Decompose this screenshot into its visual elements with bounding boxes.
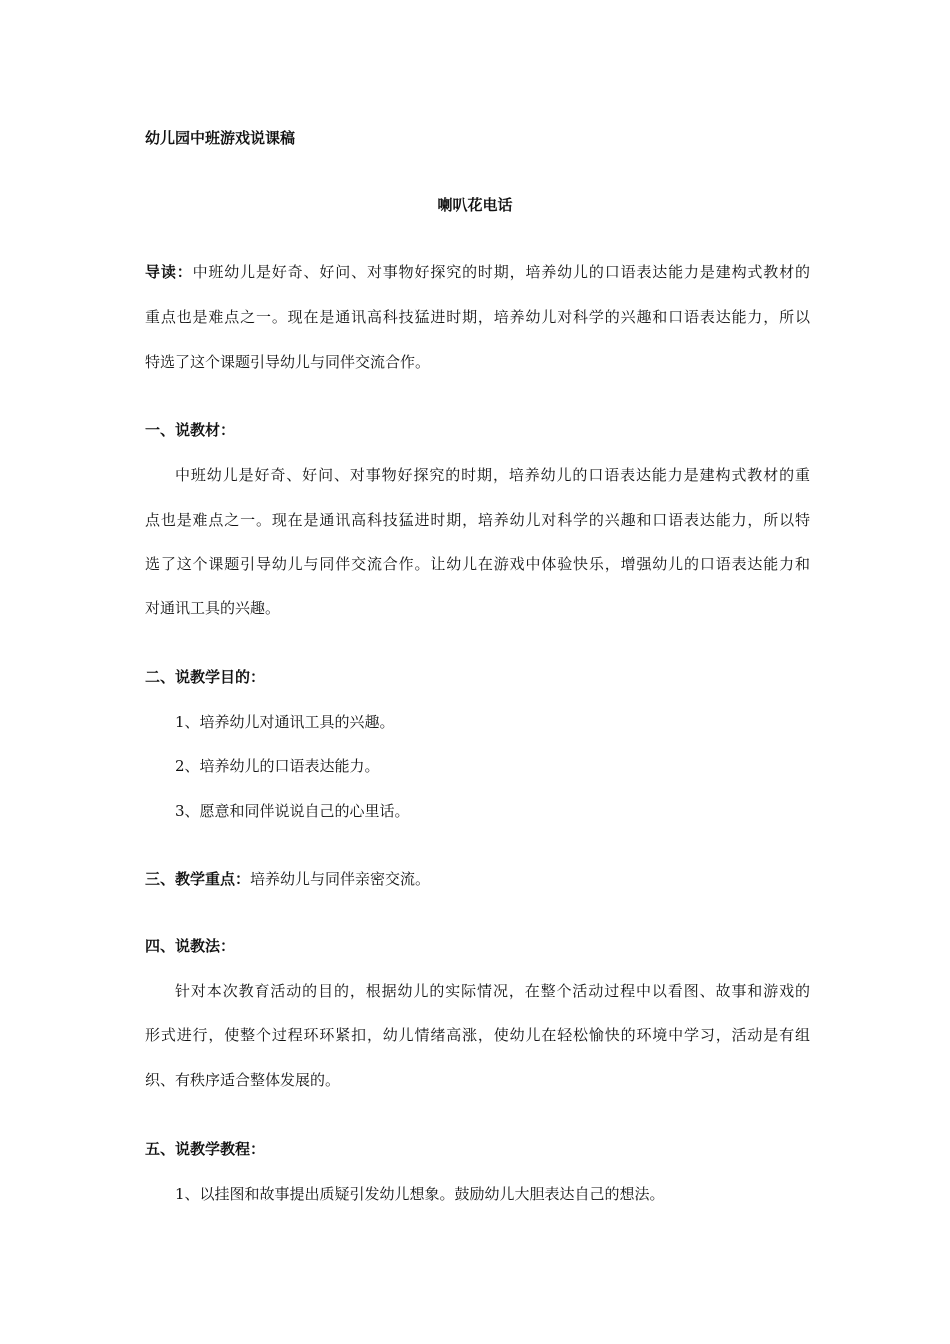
intro-label: 导读： (145, 263, 193, 281)
intro-text-1: 中班幼儿是好奇、好问、对事物好探究的时期，培养幼儿的口语表达能力是建构式教材的 (192, 263, 810, 281)
intro-line-3: 特选了这个课题引导幼儿与同伴交流合作。 (145, 353, 431, 371)
section4-heading: 四、说教法： (145, 937, 236, 955)
section5-item-1: 1、以挂图和故事提出质疑引发幼儿想象。鼓励幼儿大胆表达自己的想法。 (175, 1185, 665, 1203)
section4-line-1: 针对本次教育活动的目的，根据幼儿的实际情况，在整个活动过程中以看图、故事和游戏的 (175, 982, 810, 1000)
section5-heading: 五、说教学教程： (145, 1140, 266, 1158)
section3-line (145, 869, 810, 889)
section2-heading: 二、说教学目的： (145, 668, 266, 686)
document-header-title: 幼儿园中班游戏说课稿 (145, 129, 296, 147)
section2-item-2: 2、培养幼儿的口语表达能力。 (175, 757, 380, 775)
section2-item-1: 1、培养幼儿对通讯工具的兴趣。 (175, 713, 395, 731)
section3-text: 培养幼儿与同伴亲密交流。 (250, 870, 431, 888)
document-main-title: 喇叭花电话 (437, 196, 513, 214)
intro-line-2: 重点也是难点之一。现在是通讯高科技猛进时期，培养幼儿对科学的兴趣和口语表达能力，所以 (145, 308, 810, 326)
section1-line-3: 选了这个课题引导幼儿与同伴交流合作。让幼儿在游戏中体验快乐，增强幼儿的口语表达能力和 (145, 555, 810, 573)
section1-line-4: 对通讯工具的兴趣。 (145, 599, 281, 617)
section2-item-3: 3、愿意和同伴说说自己的心里话。 (175, 802, 410, 820)
intro-line-1 (145, 262, 810, 282)
section3-heading: 三、教学重点： (145, 870, 251, 888)
section4-line-3: 织、有秩序适合整体发展的。 (145, 1071, 341, 1089)
section4-line-2: 形式进行，使整个过程环环紧扣，幼儿情绪高涨，使幼儿在轻松愉快的环境中学习，活动是有组 (145, 1026, 810, 1044)
section1-line-2: 点也是难点之一。现在是通讯高科技猛进时期，培养幼儿对科学的兴趣和口语表达能力，所以特 (145, 511, 810, 529)
section1-heading: 一、说教材： (145, 421, 236, 439)
section1-line-1: 中班幼儿是好奇、好问、对事物好探究的时期，培养幼儿的口语表达能力是建构式教材的重 (175, 466, 810, 484)
